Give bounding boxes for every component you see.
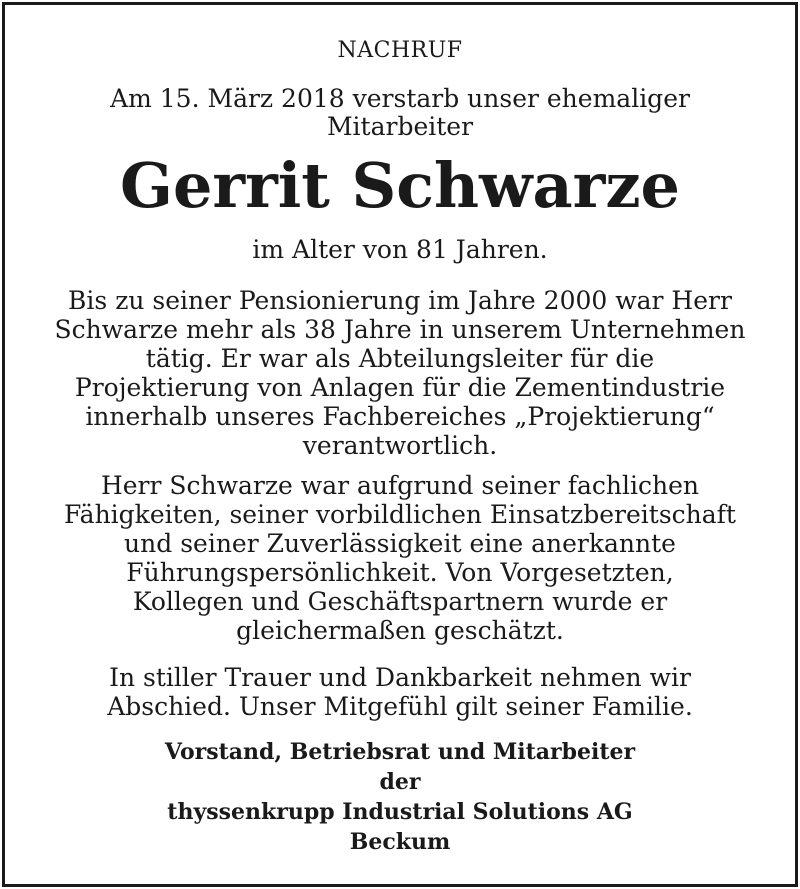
signoff-line: Beckum [349, 829, 451, 855]
paragraph-line: tätig. Er war als Abteilungsleiter für die [145, 344, 655, 373]
paragraph-line: Kollegen und Geschäftspartnern wurde er [132, 587, 668, 616]
paragraph-line: Projektierung von Anlagen für die Zementindustrie [74, 373, 726, 402]
paragraph-line: Fähigkeiten, seiner vorbildlichen Einsatzbereitschaft [64, 500, 736, 529]
signoff-block [5, 737, 795, 857]
deceased-name: Gerrit Schwarze [120, 149, 680, 222]
paragraph-line: innerhalb unseres Fachbereiches „Projektierung“ [85, 402, 715, 431]
paragraph-line: Schwarze mehr als 38 Jahre in unserem Unternehmen [54, 315, 746, 344]
paragraph-line: Bis zu seiner Pensionierung im Jahre 2000 war Herr [68, 286, 732, 315]
intro-line: Mitarbeiter [326, 112, 474, 141]
paragraph-line: gleichermaßen geschätzt. [236, 616, 564, 645]
paragraph-farewell [35, 663, 765, 721]
paragraph-line: Führungspersönlichkeit. Von Vorgesetzten, [126, 558, 674, 587]
paragraph-career [35, 286, 765, 460]
paragraph-line: und seiner Zuverlässigkeit eine anerkannte [124, 529, 676, 558]
obituary-frame [2, 2, 798, 887]
age-text: im Alter von 81 Jahren. [252, 235, 548, 264]
signoff-line: thyssenkrupp Industrial Solutions AG [167, 799, 633, 825]
paragraph-line: Herr Schwarze war aufgrund seiner fachlichen [100, 471, 700, 500]
notice-heading: NACHRUF [337, 38, 463, 63]
signoff-line: Vorstand, Betriebsrat und Mitarbeiter [164, 739, 636, 765]
paragraph-line: Abschied. Unser Mitgefühl gilt seiner Familie. [107, 692, 693, 721]
intro-line: Am 15. März 2018 verstarb unser ehemaliger [110, 84, 690, 113]
paragraph-line: verantwortlich. [302, 431, 498, 460]
paragraph-appreciation [35, 471, 765, 645]
paragraph-line: In stiller Trauer und Dankbarkeit nehmen wir [109, 663, 691, 692]
intro-text [5, 85, 795, 141]
signoff-line: der [379, 769, 421, 795]
